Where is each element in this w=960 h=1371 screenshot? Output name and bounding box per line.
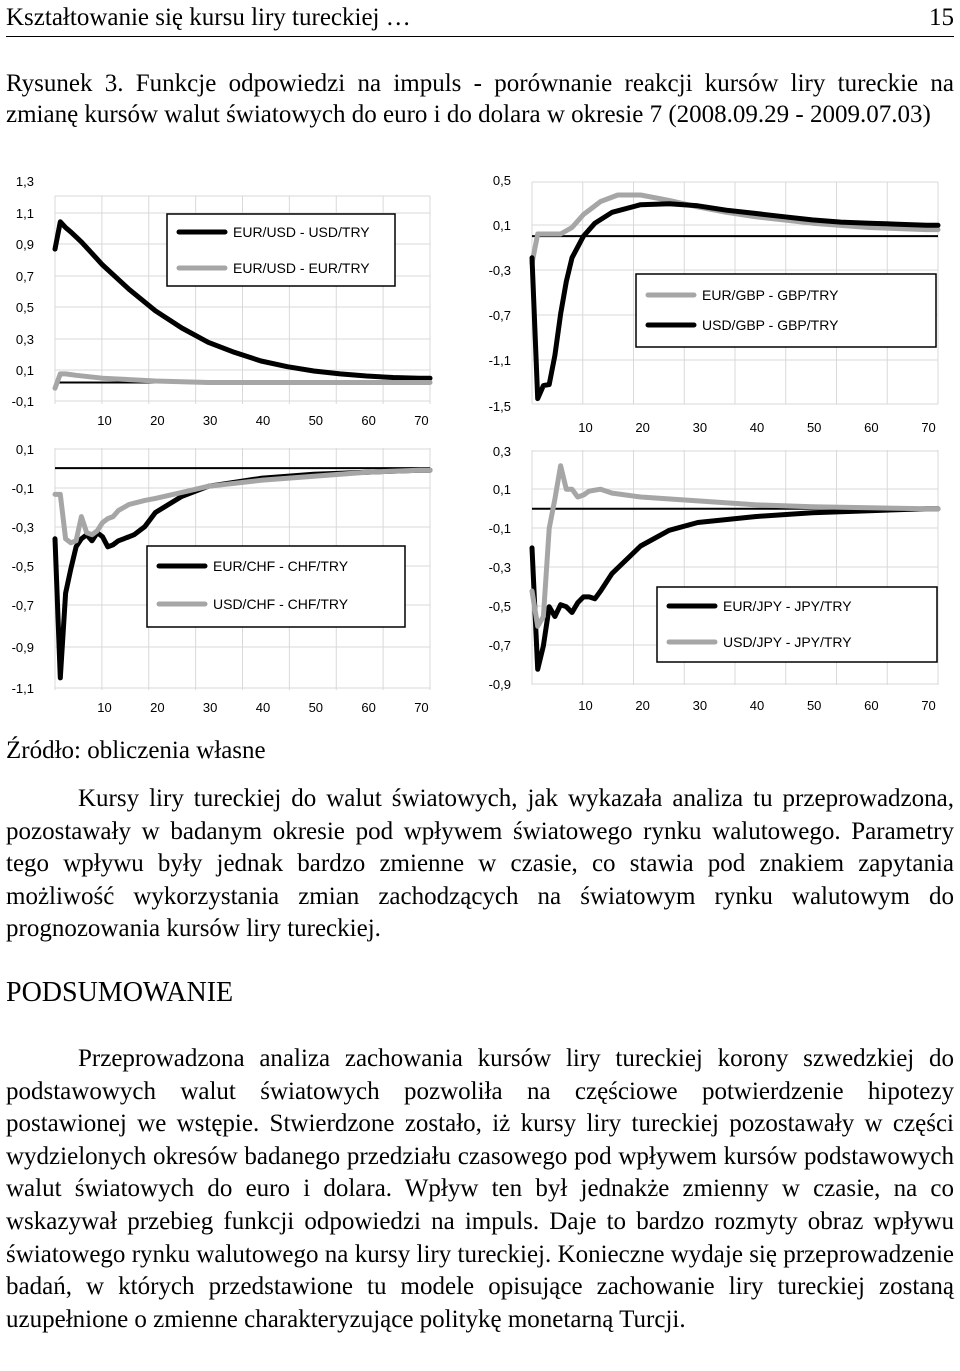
x-tick-label: 40 — [749, 420, 765, 435]
chart-panel — [12, 174, 430, 428]
y-tick-label: 0,3 — [15, 332, 34, 347]
legend-label: EUR/JPY - JPY/TRY — [723, 598, 852, 614]
chart-panel — [489, 444, 938, 713]
y-tick-label: -0,9 — [488, 677, 511, 692]
y-tick-label: 0,1 — [492, 482, 511, 497]
legend-label: EUR/CHF - CHF/TRY — [213, 558, 349, 574]
x-tick-label: 20 — [150, 700, 165, 715]
y-tick-label: -0,1 — [488, 521, 511, 536]
running-title: Kształtowanie się kursu liry tureckiej … — [6, 4, 411, 31]
legend-label: USD/JPY - JPY/TRY — [723, 634, 852, 650]
x-tick-label: 40 — [749, 698, 765, 713]
y-tick-label: -1,5 — [488, 399, 511, 414]
x-tick-label: 60 — [361, 700, 376, 715]
y-tick-label: 0,1 — [492, 218, 511, 233]
y-tick-label: 0,9 — [15, 237, 34, 252]
x-tick-label: 20 — [150, 413, 165, 428]
y-tick-label: -0,1 — [11, 481, 34, 496]
x-tick-label: 60 — [864, 420, 879, 435]
x-tick-label: 50 — [806, 420, 822, 435]
y-tick-label: -0,7 — [488, 308, 511, 323]
y-tick-label: -1,1 — [11, 681, 34, 696]
legend-label: EUR/USD - USD/TRY — [233, 224, 370, 240]
y-tick-label: 0,1 — [15, 442, 34, 457]
x-tick-label: 50 — [308, 700, 324, 715]
y-tick-label: -0,1 — [11, 394, 34, 409]
x-tick-label: 10 — [97, 700, 112, 715]
y-tick-label: 0,3 — [492, 444, 511, 459]
y-tick-label: -0,3 — [488, 560, 511, 575]
section-heading: PODSUMOWANIE — [6, 977, 234, 1008]
y-tick-label: 0,7 — [15, 269, 34, 284]
y-tick-label: -0,5 — [11, 559, 34, 574]
summary-paragraph-text: Przeprowadzona analiza zachowania kursów liry tureckiej korony szwedzkiej do podstawowych walut światowych pozwoliła na częściowe potwierdzenie hipotezy postawionej we wstępie. Stwierdzone zostało, iż kursy liry tureckiej pozostawały w części wydzielonych okresów badanego przedziału czasowego pod wpływem kursów podstawowych walut światowych do euro i dolara. Wpływ ten był jednakże zmienny w czasie, na co wskazywał przebieg funkcji odpowiedzi na impuls. Daje to bardzo rozmyty obraz wpływu światowego rynku walutowego na kursy liry tureckiej. Konieczne wydaje się przeprowadzenie badań, w których przedstawione tu modele opisujące zachowanie liry tureckiej zostaną uzupełnione o zmienne charakteryzujące politykę monetarną Turcji. — [6, 1045, 954, 1333]
y-tick-label: -0,7 — [11, 598, 34, 613]
x-tick-label: 60 — [864, 698, 879, 713]
x-tick-label: 20 — [635, 420, 650, 435]
x-tick-label: 10 — [97, 413, 112, 428]
body-paragraph-text: Kursy liry tureckiej do walut światowych, jak wykazała analiza tu przeprowadzona, pozostawały w badanym okresie pod wpływem światowego rynku walutowego. Parametry tego wpływu były jednak bardzo zmienne w czasie, co stawia pod znakiem zapytania możliwość wykorzystania zmian zachodzących na światowym rynku walutowym do prognozowania kursów liry tureckiej. — [6, 785, 954, 943]
page-number: 15 — [929, 4, 954, 31]
x-tick-label: 60 — [361, 413, 376, 428]
body-paragraph — [6, 783, 954, 946]
x-tick-label: 50 — [806, 698, 822, 713]
legend-box — [636, 274, 936, 347]
x-tick-label: 10 — [578, 420, 593, 435]
legend-label: EUR/USD - EUR/TRY — [233, 260, 370, 276]
y-tick-label: -0,7 — [488, 638, 511, 653]
x-tick-label: 50 — [308, 413, 324, 428]
x-tick-label: 70 — [921, 698, 936, 713]
x-tick-label: 20 — [635, 698, 650, 713]
figure-caption: Rysunek 3. Funkcje odpowiedzi na impuls - porównanie reakcji kursów liry tureckie na zmianę kursów walut światowych do euro i do dolara w okresie 7 (2008.09.29 - 2009.07.03) — [6, 70, 954, 128]
legend-label: USD/CHF - CHF/TRY — [213, 596, 349, 612]
y-tick-label: -0,5 — [488, 599, 511, 614]
y-tick-label: -0,3 — [11, 520, 34, 535]
x-tick-label: 30 — [202, 413, 218, 428]
x-tick-label: 40 — [255, 700, 271, 715]
y-tick-label: 0,1 — [15, 363, 34, 378]
legend-label: USD/GBP - GBP/TRY — [702, 317, 839, 333]
x-tick-label: 70 — [921, 420, 936, 435]
x-tick-label: 40 — [255, 413, 271, 428]
y-tick-label: -1,1 — [488, 353, 511, 368]
chart-panel — [12, 442, 430, 715]
legend-label: EUR/GBP - GBP/TRY — [702, 287, 839, 303]
x-tick-label: 70 — [414, 413, 429, 428]
y-tick-label: -0,3 — [488, 263, 511, 278]
figure-source: Źródło: obliczenia własne — [6, 737, 266, 764]
chart-panel — [489, 173, 938, 435]
x-tick-label: 30 — [692, 420, 708, 435]
y-tick-label: 1,1 — [15, 206, 34, 221]
y-tick-label: 0,5 — [15, 300, 34, 315]
summary-paragraph — [6, 1043, 954, 1336]
x-tick-label: 70 — [414, 700, 429, 715]
x-tick-label: 10 — [578, 698, 593, 713]
x-tick-label: 30 — [692, 698, 708, 713]
y-tick-label: 0,5 — [492, 173, 511, 188]
y-tick-label: -0,9 — [11, 640, 34, 655]
x-tick-label: 30 — [202, 700, 218, 715]
y-tick-label: 1,3 — [15, 174, 34, 189]
